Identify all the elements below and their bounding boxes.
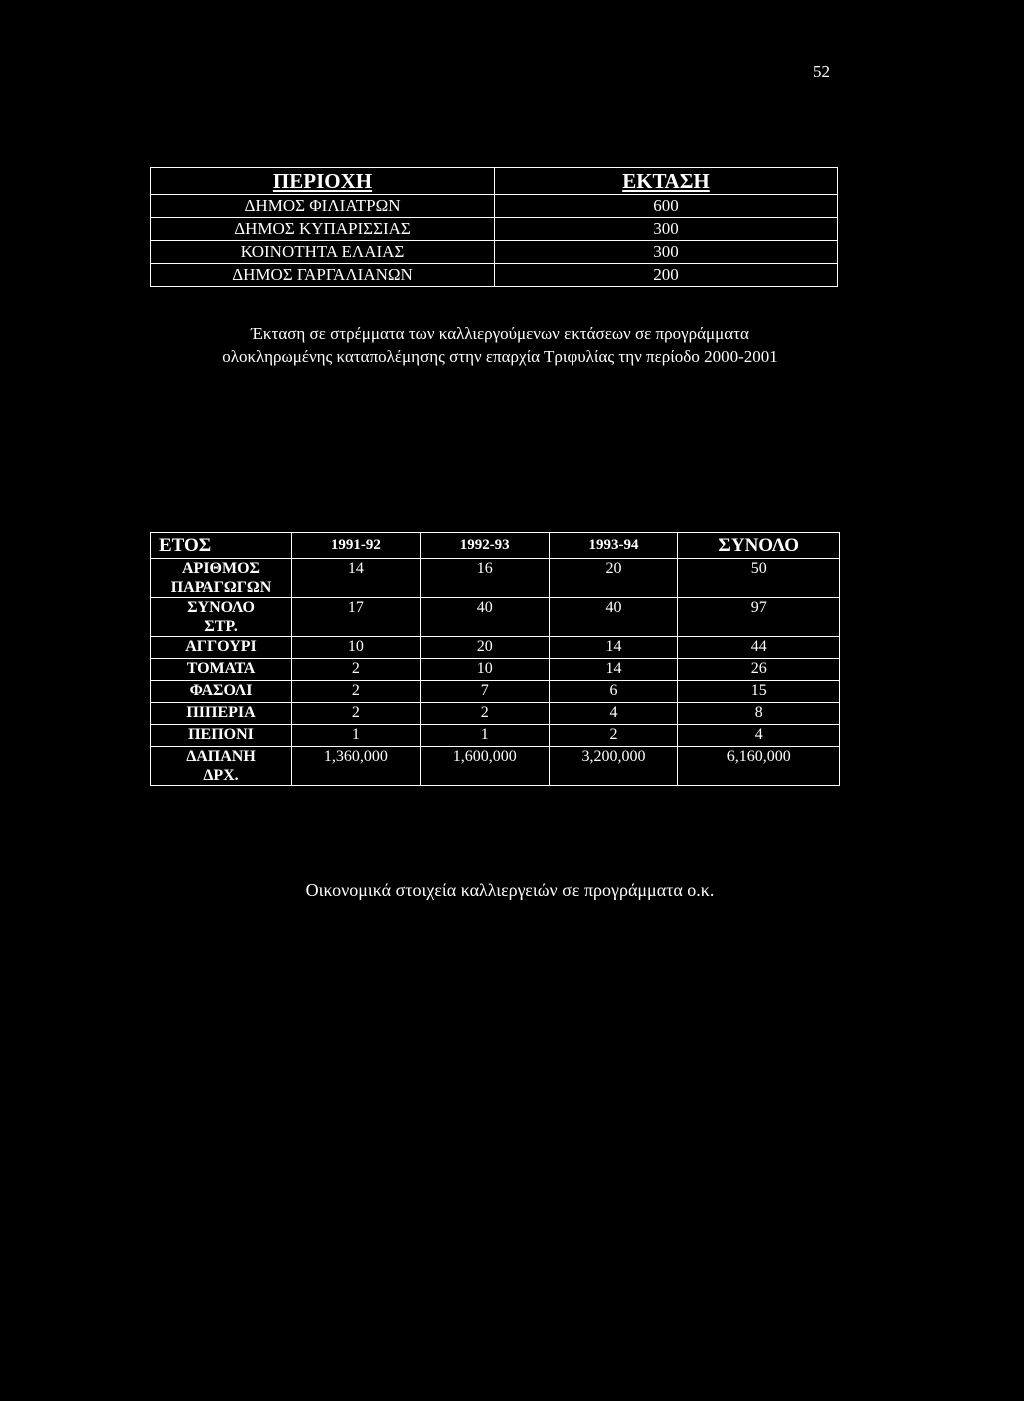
table-row [151, 241, 838, 264]
row-label: ΑΓΓΟΥΡΙ [151, 637, 292, 659]
row-label: ΤΟΜΑΤΑ [151, 659, 292, 681]
table-row [151, 195, 838, 218]
cell-value: 15 [678, 681, 840, 703]
area-table [150, 167, 838, 287]
header-year: ΕΤΟΣ [151, 533, 292, 559]
table-row [151, 598, 840, 637]
cell-value: 17 [292, 598, 421, 637]
cell-value: 1,600,000 [420, 747, 549, 786]
table-row [151, 681, 840, 703]
table-row [151, 703, 840, 725]
cell-value: 7 [420, 681, 549, 703]
cell-value: 20 [549, 559, 678, 598]
cell-value: 16 [420, 559, 549, 598]
region-name: ΔΗΜΟΣ ΓΑΡΓΑΛΙΑΝΩΝ [151, 264, 495, 287]
cell-value: 1 [420, 725, 549, 747]
region-area: 600 [495, 195, 838, 218]
cell-value: 3,200,000 [549, 747, 678, 786]
economic-data-table [150, 532, 840, 786]
cell-value: 2 [549, 725, 678, 747]
cell-value: 6 [549, 681, 678, 703]
cell-value: 50 [678, 559, 840, 598]
region-name: ΔΗΜΟΣ ΚΥΠΑΡΙΣΣΙΑΣ [151, 218, 495, 241]
table-row [151, 218, 838, 241]
cell-value: 6,160,000 [678, 747, 840, 786]
area-table-caption [120, 322, 880, 368]
cell-value: 10 [420, 659, 549, 681]
cell-value: 8 [678, 703, 840, 725]
caption-line: Έκταση σε στρέμματα των καλλιεργούμενων εκτάσεων σε προγράμματα [251, 324, 749, 343]
row-label: ΠΕΠΟΝΙ [151, 725, 292, 747]
cell-value: 14 [549, 659, 678, 681]
economic-table-caption: Οικονομικά στοιχεία καλλιεργειών σε προγράμματα ο.κ. [305, 880, 715, 900]
cell-value: 2 [292, 659, 421, 681]
cell-value: 4 [678, 725, 840, 747]
row-label: ΔΑΠΑΝΗ ΔΡΧ. [151, 747, 292, 786]
cell-value: 2 [292, 681, 421, 703]
region-area: 200 [495, 264, 838, 287]
area-header-region: ΠΕΡΙΟΧΗ [151, 168, 495, 195]
cell-value: 1 [292, 725, 421, 747]
cell-value: 14 [549, 637, 678, 659]
table-row [151, 747, 840, 786]
caption-line: ολοκληρωμένης καταπολέμησης στην επαρχία Τριφυλίας την περίοδο 2000-2001 [222, 347, 778, 366]
cell-value: 4 [549, 703, 678, 725]
area-table-header-row [151, 168, 838, 195]
row-label: ΑΡΙΘΜΟΣ ΠΑΡΑΓΩΓΩΝ [151, 559, 292, 598]
cell-value: 97 [678, 598, 840, 637]
area-header-area: ΕΚΤΑΣΗ [495, 168, 838, 195]
region-name: ΔΗΜΟΣ ΦΙΛΙΑΤΡΩΝ [151, 195, 495, 218]
econ-table-header-row [151, 533, 840, 559]
region-area: 300 [495, 218, 838, 241]
cell-value: 10 [292, 637, 421, 659]
table-row [151, 637, 840, 659]
table-row [151, 659, 840, 681]
page-number: 52 [813, 62, 830, 81]
cell-value: 14 [292, 559, 421, 598]
header-period: 1993-94 [549, 533, 678, 559]
cell-value: 2 [292, 703, 421, 725]
region-name: ΚΟΙΝΟΤΗΤΑ ΕΛΑΙΑΣ [151, 241, 495, 264]
header-total: ΣΥΝΟΛΟ [678, 533, 840, 559]
table-row [151, 264, 838, 287]
cell-value: 26 [678, 659, 840, 681]
row-label: ΦΑΣΟΛΙ [151, 681, 292, 703]
row-label: ΣΥΝΟΛΟ ΣΤΡ. [151, 598, 292, 637]
table-row [151, 725, 840, 747]
cell-value: 40 [420, 598, 549, 637]
cell-value: 40 [549, 598, 678, 637]
header-period: 1991-92 [292, 533, 421, 559]
row-label: ΠΙΠΕΡΙΑ [151, 703, 292, 725]
table-row [151, 559, 840, 598]
cell-value: 1,360,000 [292, 747, 421, 786]
cell-value: 20 [420, 637, 549, 659]
header-period: 1992-93 [420, 533, 549, 559]
cell-value: 2 [420, 703, 549, 725]
cell-value: 44 [678, 637, 840, 659]
region-area: 300 [495, 241, 838, 264]
